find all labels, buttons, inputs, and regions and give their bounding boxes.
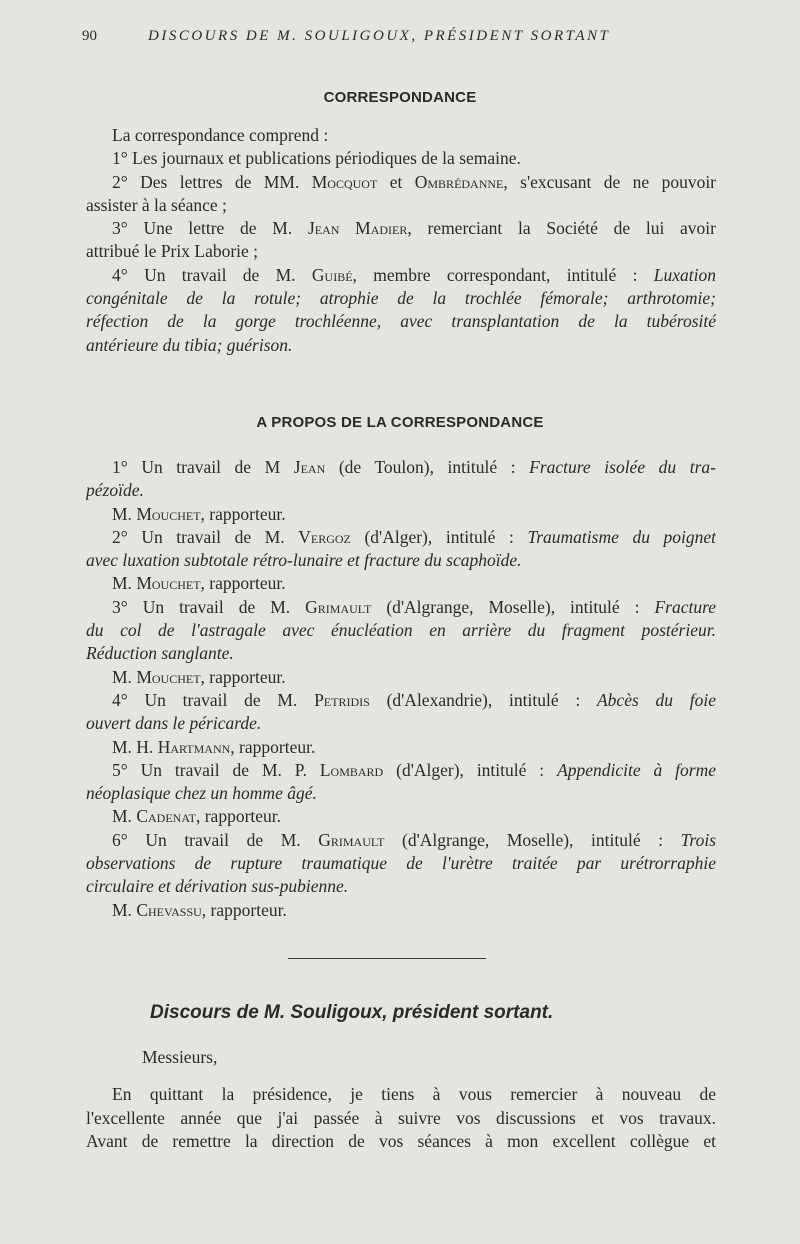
apropos-body (86, 456, 716, 922)
work-title-line: congénitale de la rotule; atrophie de la trochlée fémorale; arthrotomie; (86, 288, 716, 309)
apropos-item-2 (86, 526, 716, 549)
work-title-line: Réduction sanglante. (86, 643, 234, 664)
discours-body (86, 1046, 716, 1153)
author-name: Ombrédanne (414, 171, 504, 192)
rapporteur-line (86, 503, 716, 526)
author-name: Jean Madier (307, 218, 408, 239)
item-text: , rapporteur. (230, 736, 316, 757)
correspondance-item-3 (86, 217, 716, 240)
rapporteur-line (86, 666, 716, 689)
item-text: M. (112, 573, 132, 594)
paragraph-line: Avant de remettre la direction de vos séances à mon excellent collègue et (86, 1130, 716, 1151)
rapporteur-name: Mouchet (136, 503, 201, 524)
author-name: Vergoz (298, 526, 351, 547)
correspondance-item-2-cont: assister à la séance ; (86, 194, 227, 215)
page-number: 90 (82, 28, 97, 44)
author-name: Mocquot (311, 171, 378, 192)
author-name: Petridis (314, 689, 370, 710)
apropos-item-1 (86, 456, 716, 479)
item-text: 6° Un travail de M. (112, 829, 301, 850)
item-text: M. (112, 666, 132, 687)
item-text: , rapporteur. (200, 503, 286, 524)
spacer (86, 1069, 716, 1083)
work-title-line: antérieure du tibia; guérison. (86, 334, 293, 355)
work-title: Fracture (654, 596, 716, 617)
rapporteur-line (86, 899, 716, 922)
rapporteur-name: Mouchet (136, 666, 201, 687)
item-text: et (389, 171, 403, 192)
item-text: 3° Un travail de M. (112, 596, 291, 617)
work-title-line: observations de rupture traumatique de l'urètre traitée par urétrorraphie (86, 853, 716, 874)
item-text: 5° Un travail de M. P. (112, 759, 307, 780)
author-name: Guibé (311, 264, 353, 285)
heading-correspondance: CORRESPONDANCE (323, 89, 477, 106)
item-text: 4° Un travail de M. (112, 689, 298, 710)
discours-title: Discours de M. Souligoux, président sortant. (150, 1002, 554, 1023)
correspondance-item-2 (86, 171, 716, 194)
correspondance-intro: La correspondance comprend : (112, 125, 329, 145)
author-name: Jean (293, 457, 326, 477)
item-text: (de Toulon), intitulé : (338, 457, 516, 477)
item-text: 4° Un travail de M. (112, 264, 296, 285)
paragraph-line: En quittant la présidence, je tiens à vous remercier à nouveau de (112, 1084, 716, 1105)
work-title: Luxation (653, 264, 716, 285)
rapporteur-name: Chevassu (136, 899, 202, 920)
correspondance-item-1: 1° Les journaux et publications périodiques de la semaine. (112, 148, 521, 169)
rapporteur-name: Hartmann (157, 736, 231, 757)
item-text: 2° Un travail de M. (112, 526, 285, 547)
item-text: (d'Alger), intitulé : (364, 526, 514, 547)
work-title-line: circulaire et dérivation sus-pubienne. (86, 876, 349, 897)
item-text: , rapporteur. (195, 806, 282, 827)
item-text: 1° Un travail de M (112, 457, 281, 477)
paragraph-line: l'excellente année que j'ai passée à suivre vos discussions et vos travaux. (86, 1107, 716, 1128)
work-title: Traumatisme du poignet (527, 526, 716, 547)
author-name: Lombard (319, 759, 384, 780)
item-text: 3° Une lettre de M. (112, 218, 293, 239)
item-text: M. (112, 503, 132, 524)
work-title: Fracture isolée du tra- (529, 457, 716, 477)
apropos-item-3 (86, 596, 716, 619)
author-name: Grimault (318, 829, 385, 850)
item-text: (d'Algrange, Moselle), intitulé : (386, 596, 640, 617)
rapporteur-name: Cadenat (136, 806, 196, 827)
item-text: (d'Alexandrie), intitulé : (386, 689, 581, 710)
item-text: , rapporteur. (200, 573, 286, 594)
correspondance-item-4 (86, 264, 716, 287)
item-text: M. (112, 806, 132, 827)
item-text: , rapporteur. (200, 666, 286, 687)
correspondance-body (86, 124, 716, 357)
rapporteur-line (86, 572, 716, 595)
work-title-line: néoplasique chez un homme âgé. (86, 783, 317, 804)
rapporteur-name: Mouchet (136, 573, 201, 594)
section-divider (288, 958, 486, 959)
rapporteur-line (86, 736, 716, 759)
work-title: Appendicite à forme (557, 759, 716, 780)
item-text: , s'excusant de ne pouvoir (503, 171, 716, 192)
item-text: M. (112, 899, 132, 920)
correspondance-item-3-cont: attribué le Prix Laborie ; (86, 241, 259, 262)
item-text: , rapporteur. (201, 899, 287, 920)
work-title-line: du col de l'astragale avec énucléation en arrière du fragment postérieur. (86, 620, 716, 641)
item-text: M. H. (112, 736, 154, 757)
work-title-line: pézoïde. (86, 480, 144, 501)
item-text: (d'Algrange, Moselle), intitulé : (402, 829, 664, 850)
item-text: , membre correspondant, intitulé : (352, 264, 638, 285)
apropos-item-6 (86, 829, 716, 852)
item-text: 2° Des lettres de MM. (112, 171, 300, 192)
apropos-item-4 (86, 689, 716, 712)
work-title-line: avec luxation subtotale rétro-lunaire et fracture du scaphoïde. (86, 550, 522, 571)
salutation: Messieurs, (142, 1047, 218, 1067)
work-title: Trois (680, 829, 716, 850)
author-name: Grimault (305, 596, 372, 617)
item-text: (d'Alger), intitulé : (396, 759, 545, 780)
item-text: , remerciant la Société de lui avoir (407, 218, 716, 239)
work-title-line: ouvert dans le péricarde. (86, 713, 262, 734)
apropos-item-5 (86, 759, 716, 782)
heading-apropos: A PROPOS DE LA CORRESPONDANCE (256, 414, 544, 431)
work-title: Abcès du foie (596, 689, 716, 710)
running-title: DISCOURS DE M. SOULIGOUX, PRÉSIDENT SORTANT (148, 28, 611, 44)
work-title-line: réfection de la gorge trochléenne, avec transplantation de la tubérosité (86, 311, 716, 332)
rapporteur-line (86, 805, 716, 828)
